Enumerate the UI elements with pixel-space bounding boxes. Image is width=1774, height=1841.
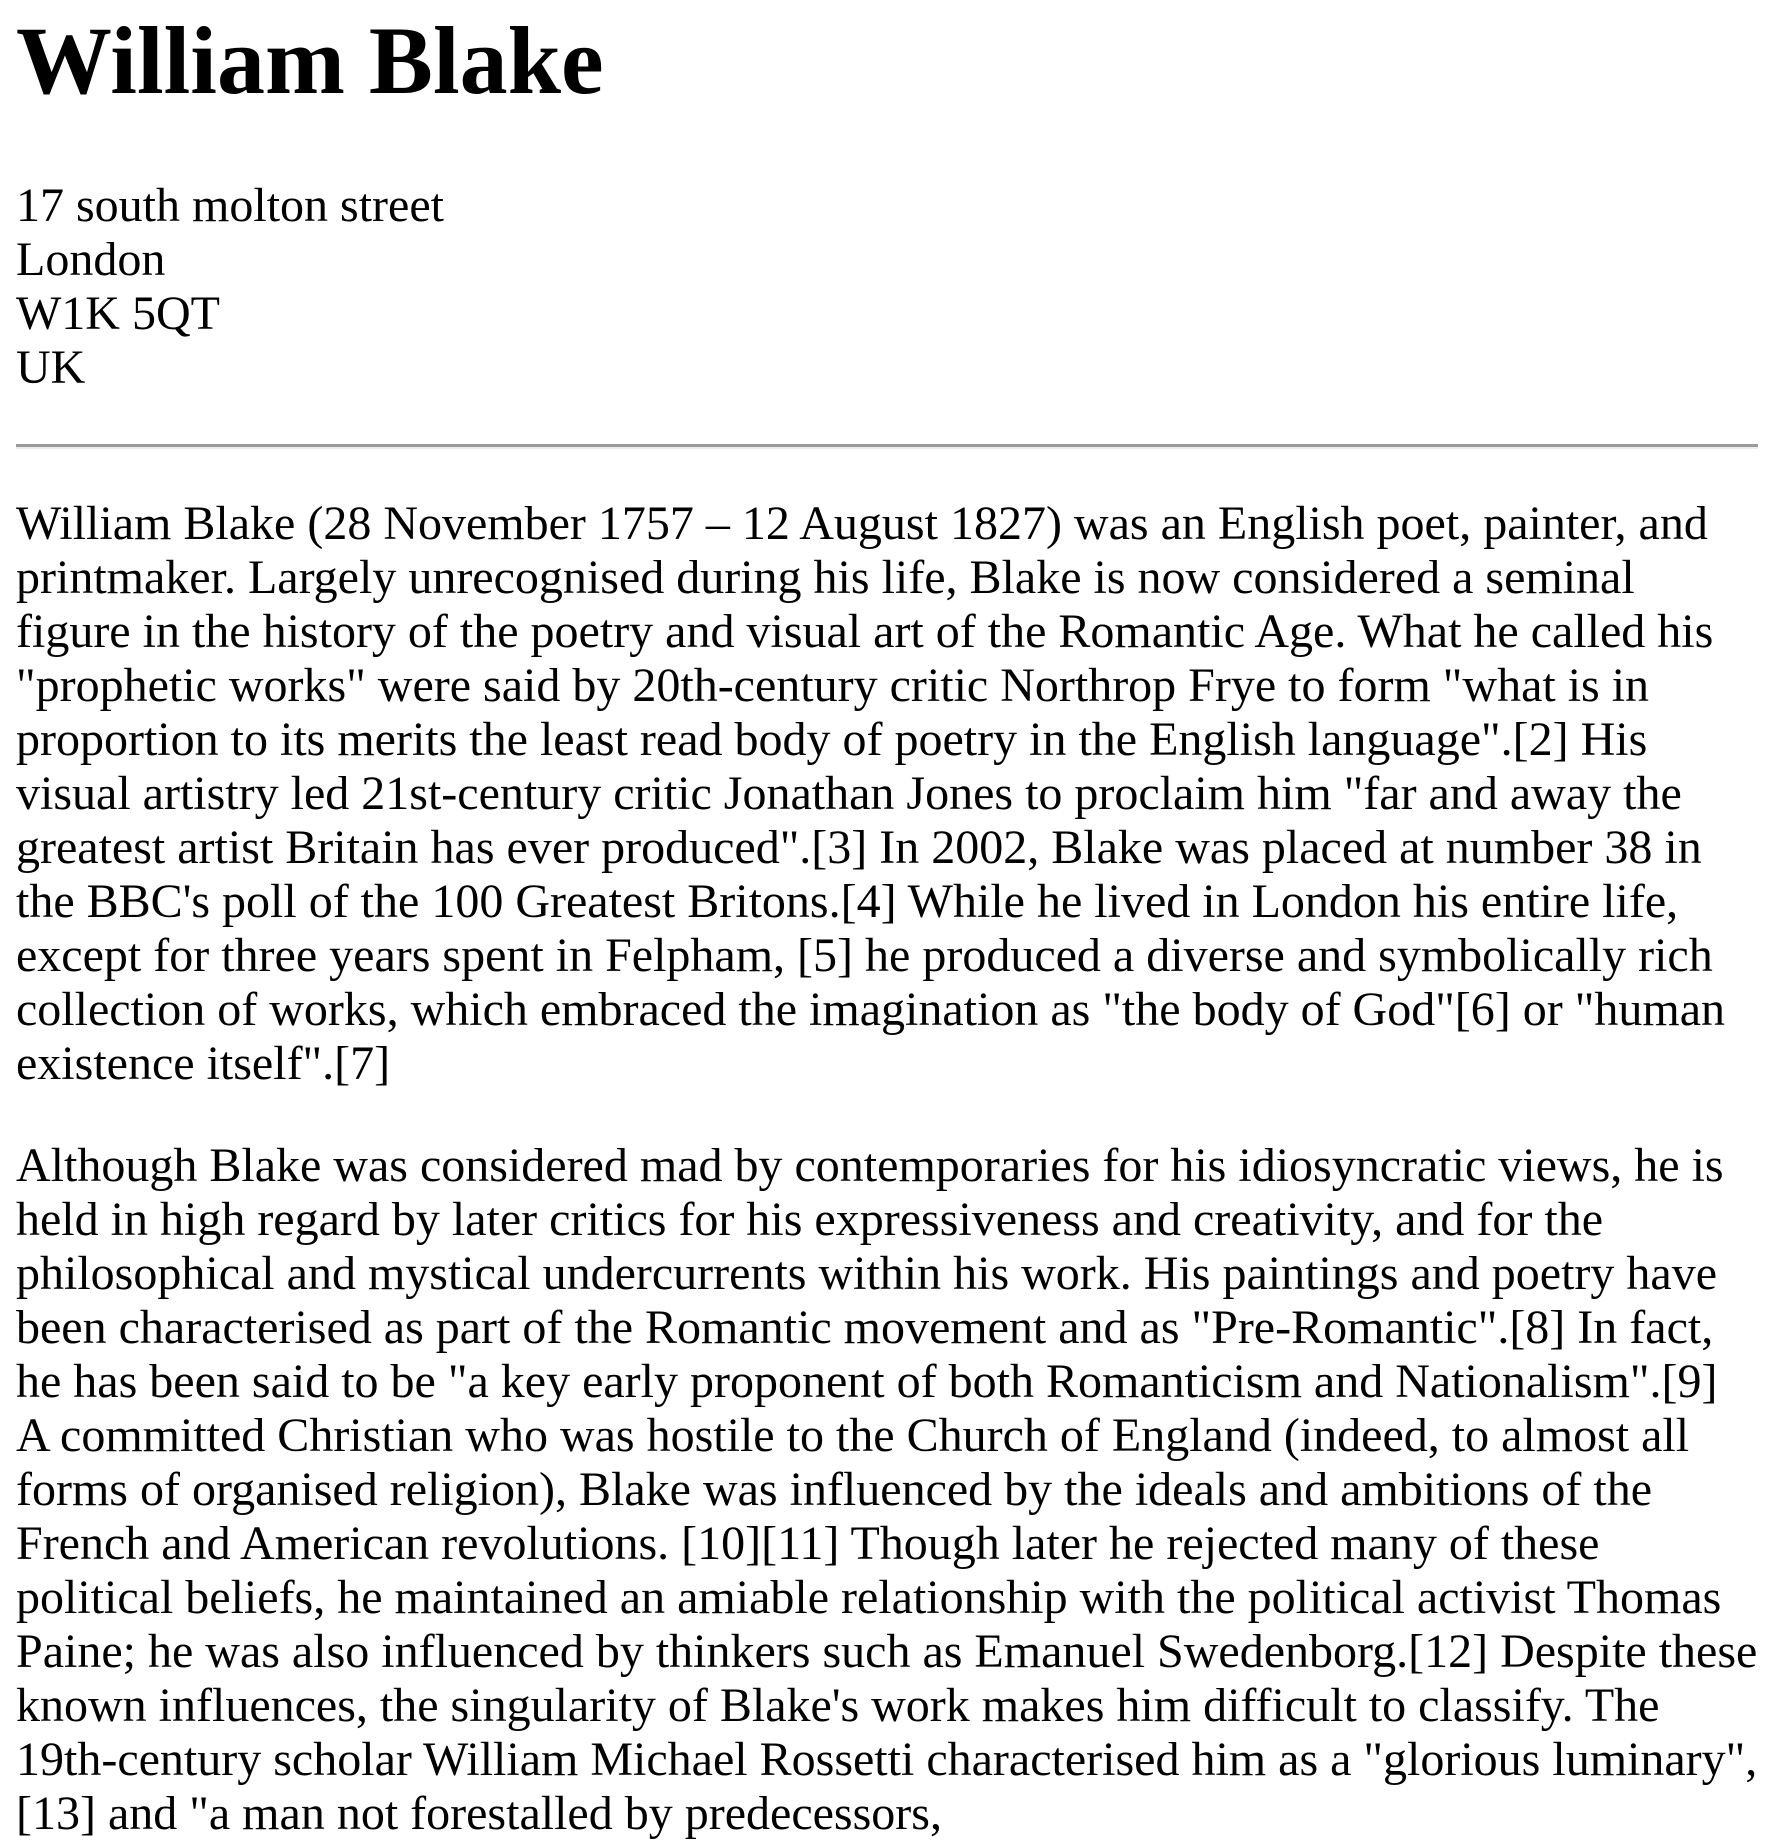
address-line-country: UK	[16, 341, 86, 394]
address-line-postcode: W1K 5QT	[16, 287, 220, 340]
address-block	[16, 179, 1758, 395]
biography-paragraph-1: William Blake (28 November 1757 – 12 August 1827) was an English poet, painter, and printmaker. Largely unrecognised during his life, Blake is now considered a seminal figure in the history of the poetry and visual art of the Romantic Age. What he called his "prophetic works" were said by 20th-century critic Northrop Frye to form "what is in proportion to its merits the least read body of poetry in the English language".[2] His visual artistry led 21st-century critic Jonathan Jones to proclaim him "far and away the greatest artist Britain has ever produced".[3] In 2002, Blake was placed at number 38 in the BBC's poll of the 100 Greatest Britons.[4] While he lived in London his entire life, except for three years spent in Felpham, [5] he produced a diverse and symbolically rich collection of works, which embraced the imagination as "the body of God"[6] or "human existence itself".[7]	[16, 497, 1725, 1090]
address-line-city: London	[16, 233, 166, 286]
page-title: William Blake	[16, 7, 604, 114]
horizontal-rule	[16, 444, 1758, 449]
address-line-street: 17 south molton street	[16, 179, 444, 232]
biography-paragraph-2: Although Blake was considered mad by contemporaries for his idiosyncratic views, he is held in high regard by later critics for his expressiveness and creativity, and for the philosophical and mystical undercurrents within his work. His paintings and poetry have been characterised as part of the Romantic movement and as "Pre-Romantic".[8] In fact, he has been said to be "a key early proponent of both Romanticism and Nationalism".[9] A committed Christian who was hostile to the Church of England (indeed, to almost all forms of organised religion), Blake was influenced by the ideals and ambitions of the French and American revolutions. [10][11] Though later he rejected many of these political beliefs, he maintained an amiable relationship with the political activist Thomas Paine; he was also influenced by thinkers such as Emanuel Swedenborg.[12] Despite these known influences, the singularity of Blake's work makes him difficult to classify. The 19th-century scholar William Michael Rossetti characterised him as a "glorious luminary",[13] and "a man not forestalled by predecessors,	[16, 1139, 1758, 1840]
